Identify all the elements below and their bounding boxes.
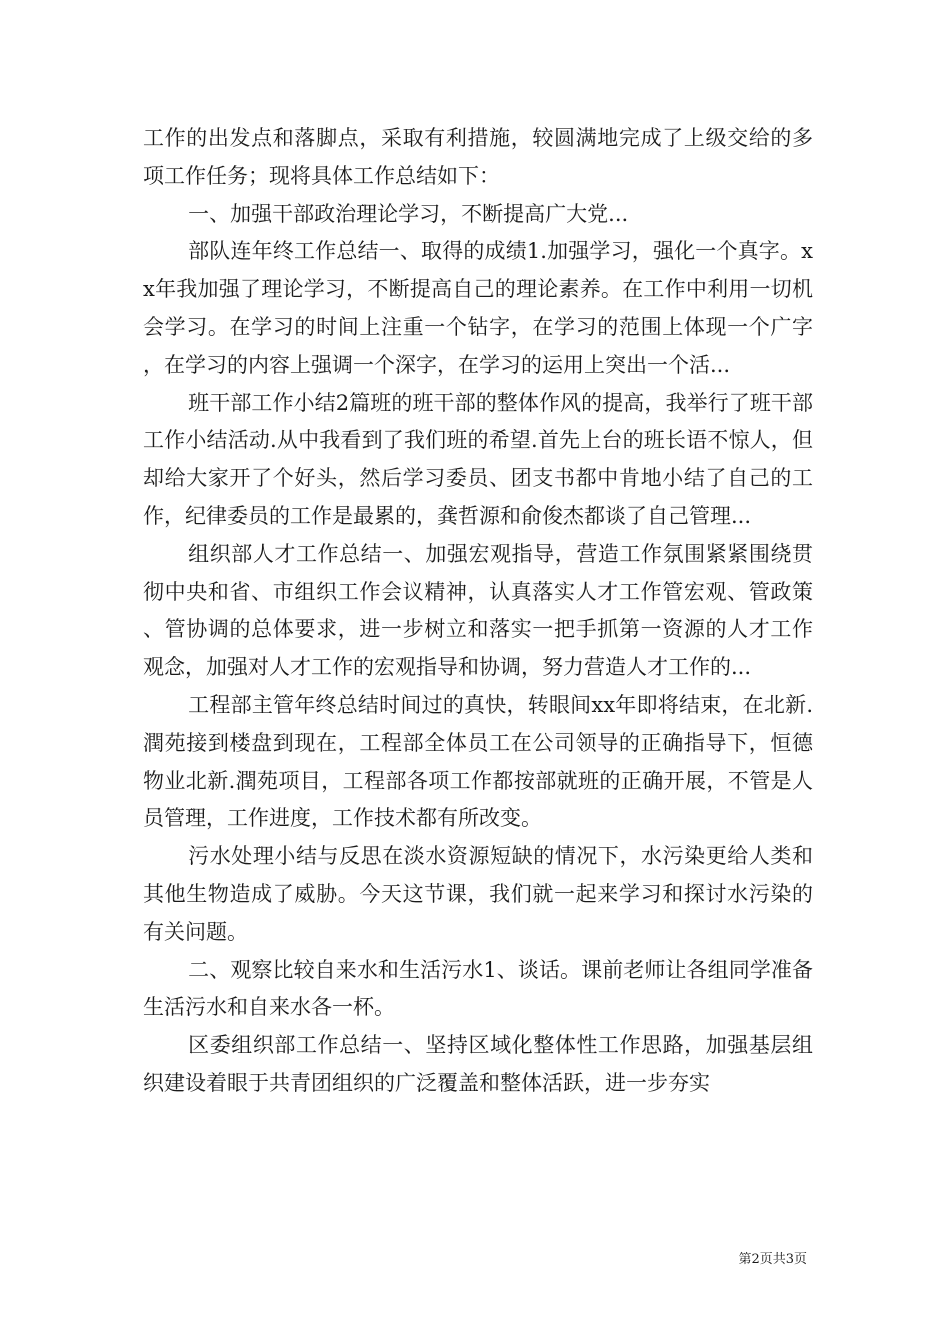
paragraph: 部队连年终工作总结一、取得的成绩1.加强学习，强化一个真字。xx年我加强了理论学习，不断提高自己的理论素养。在工作中利用一切机会学习。在学习的时间上注重一个钻字，在学习的范围上体现一个广字，在学习的内容上强调一个深字，在学习的运用上突出一个活... [143, 239, 813, 377]
paragraph: 区委组织部工作总结一、坚持区域化整体性工作思路，加强基层组织建设着眼于共青团组织的广泛覆盖和整体活跃，进一步夯实 [143, 1033, 813, 1095]
paragraph: 污水处理小结与反思在淡水资源短缺的情况下，水污染更给人类和其他生物造成了威胁。今天这节课，我们就一起来学习和探讨水污染的有关问题。 [143, 844, 813, 944]
paragraph: 二、观察比较自来水和生活污水1、谈话。课前老师让各组同学准备生活污水和自来水各一杯。 [143, 957, 813, 1020]
paragraph: 工作的出发点和落脚点，采取有利措施，较圆满地完成了上级交给的多项工作任务；现将具体工作总结如下： [143, 126, 813, 188]
page-number-footer: 第2页共3页 [738, 1252, 807, 1267]
paragraph: 一、加强干部政治理论学习，不断提高广大党... [188, 201, 629, 226]
paragraph: 组织部人才工作总结一、加强宏观指导，营造工作氛围紧紧围绕贯彻中央和省、市组织工作会议精神，认真落实人才工作管宏观、管政策、管协调的总体要求，进一步树立和落实一把手抓第一资源的人才工作观念，加强对人才工作的宏观指导和协调，努力营造人才工作的... [143, 541, 813, 680]
paragraph: 班干部工作小结2篇班的班干部的整体作风的提高，我举行了班干部工作小结活动.从中我看到了我们班的希望.首先上台的班长语不惊人，但却给大家开了个好头，然后学习委员、团支书都中肯地小结了自己的工作，纪律委员的工作是最累的，龚哲源和俞俊杰都谈了自己管理... [143, 390, 813, 528]
document-body [143, 120, 813, 1103]
paragraph: 工程部主管年终总结时间过的真快，转眼间xx年即将结束，在北新.潤苑接到楼盘到现在，工程部全体员工在公司领导的正确指导下，恒德物业北新.潤苑项目，工程部各项工作都按部就班的正确开展，不管是人员管理，工作进度，工作技术都有所改变。 [143, 692, 813, 831]
